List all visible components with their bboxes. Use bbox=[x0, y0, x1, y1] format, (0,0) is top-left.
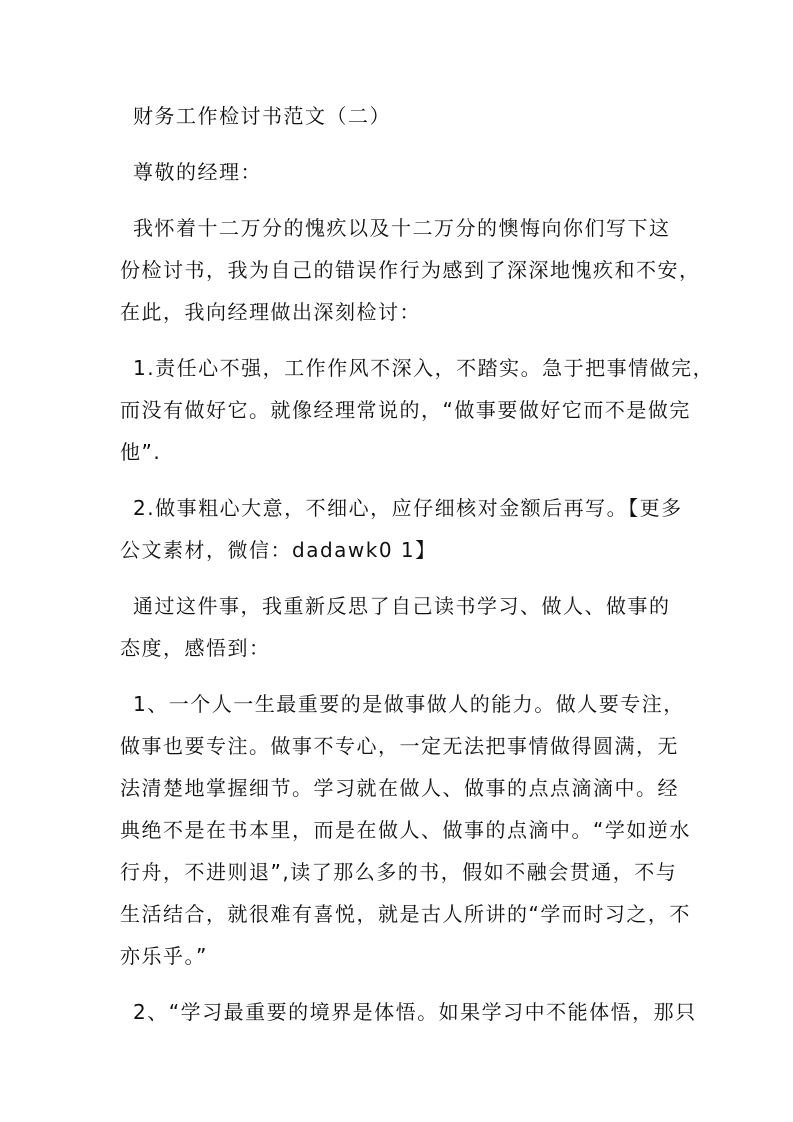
paragraph-line: 我怀着十二万分的愧疚以及十二万分的懊悔向你们写下这 bbox=[133, 216, 671, 240]
paragraph-line: 而没有做好它。就像经理常说的，“做事要做好它而不是做完 bbox=[120, 398, 691, 422]
paragraph-line: 1、一个人一生最重要的是做事做人的能力。做人要专注， bbox=[133, 692, 685, 716]
paragraph-line: 2、“学习最重要的境界是体悟。如果学习中不能体悟，那只 bbox=[133, 1000, 697, 1024]
paragraph-line: 法清楚地掌握细节。学习就在做人、做事的点点滴滴中。经 bbox=[120, 776, 679, 800]
document-title: 财务工作检讨书范文（二） bbox=[133, 104, 391, 128]
salutation: 尊敬的经理： bbox=[133, 160, 262, 184]
paragraph-line: 通过这件事，我重新反思了自己读书学习、做人、做事的 bbox=[133, 594, 671, 618]
paragraph-line: 2.做事粗心大意，不细心，应仔细核对金额后再写。【更多 bbox=[133, 496, 683, 520]
paragraph-line: 做事也要专注。做事不专心，一定无法把事情做得圆满，无 bbox=[120, 734, 679, 758]
paragraph-line: 在此，我向经理做出深刻检讨： bbox=[120, 300, 421, 324]
paragraph-line: 1.责任心不强，工作作风不深入，不踏实。急于把事情做完， bbox=[133, 356, 715, 380]
paragraph-line: 生活结合，就很难有喜悦，就是古人所讲的“学而时习之，不 bbox=[120, 902, 691, 926]
paragraph-line: 公文素材，微信：dadawk0 1】 bbox=[120, 538, 437, 562]
paragraph-line: 行舟，不进则退”,读了那么多的书，假如不融会贯通，不与 bbox=[120, 860, 678, 884]
paragraph-line: 态度，感悟到： bbox=[120, 636, 271, 660]
paragraph-line: 份检讨书，我为自己的错误作行为感到了深深地愧疚和不安， bbox=[120, 258, 701, 282]
paragraph-line: 亦乐乎。” bbox=[120, 944, 208, 968]
paragraph-line: 典绝不是在书本里，而是在做人、做事的点滴中。“学如逆水 bbox=[120, 818, 691, 842]
paragraph-line: 他”. bbox=[120, 440, 162, 464]
